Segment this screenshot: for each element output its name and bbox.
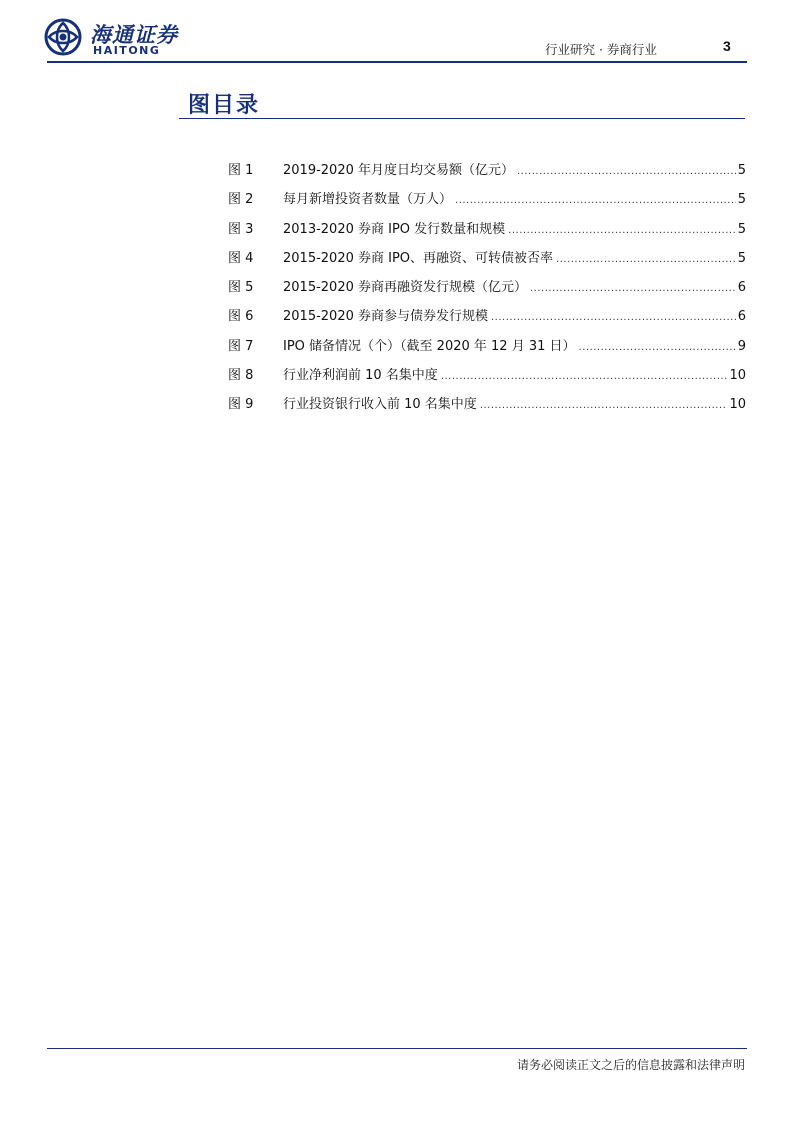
- toc-entry-page: 6: [737, 309, 746, 325]
- toc-entry-number: 图 4: [228, 250, 254, 266]
- toc-entry[interactable]: [228, 250, 746, 279]
- title-divider: [179, 118, 745, 119]
- toc-entry-page: 5: [737, 163, 746, 178]
- haitong-logo: [44, 18, 184, 58]
- toc-entry-title: 2015-2020 券商再融资发行规模（亿元）: [283, 280, 527, 296]
- toc-entry-title: 2013-2020 券商 IPO 发行数量和规模: [283, 221, 506, 237]
- toc-entry-page: 10: [729, 397, 746, 413]
- haitong-emblem-icon: [44, 18, 82, 56]
- toc-entry[interactable]: [228, 162, 746, 191]
- toc-entry-title: 2015-2020 券商 IPO、再融资、可转债被否率: [283, 250, 554, 266]
- toc-entry[interactable]: [228, 221, 746, 250]
- toc-entry-page: 5: [737, 250, 746, 266]
- toc-leader-dots: [556, 251, 736, 269]
- toc-leader-dots: [517, 163, 736, 181]
- toc-entry-title: 每月新增投资者数量（万人）: [283, 192, 453, 208]
- toc-entry-number: 图 6: [228, 309, 254, 325]
- toc-leader-dots: [491, 309, 736, 327]
- header-divider: [47, 61, 747, 63]
- toc-leader-dots: [455, 192, 736, 210]
- figure-toc: [228, 162, 746, 426]
- toc-leader-dots: [441, 368, 728, 386]
- toc-entry-title: 2019-2020 年月度日均交易额（亿元）: [283, 163, 514, 178]
- toc-entry-number: 图 7: [228, 338, 254, 354]
- header-page-number: 3: [723, 38, 731, 54]
- toc-entry[interactable]: [228, 396, 746, 425]
- toc-entry-number: 图 3: [228, 221, 254, 237]
- toc-entry-number: 图 9: [228, 397, 254, 413]
- toc-entry[interactable]: [228, 367, 746, 396]
- toc-entry-title: 行业投资银行收入前 10 名集中度: [283, 397, 477, 413]
- logo-text-en: HAITONG: [93, 44, 161, 57]
- section-title: 图目录: [188, 93, 261, 118]
- toc-leader-dots: [530, 280, 736, 298]
- footer-disclaimer: 请务必阅读正文之后的信息披露和法律声明: [516, 1058, 745, 1072]
- footer-divider: [47, 1048, 747, 1049]
- toc-leader-dots: [508, 222, 736, 240]
- toc-entry-page: 5: [737, 192, 746, 208]
- toc-entry[interactable]: [228, 191, 746, 220]
- toc-entry-page: 6: [737, 280, 746, 296]
- toc-leader-dots: [480, 397, 728, 415]
- toc-entry-page: 9: [737, 338, 746, 354]
- toc-entry-title: IPO 储备情况（个）（截至 2020 年 12 月 31 日）: [283, 338, 576, 354]
- logo-text-cn: 海通证券: [90, 22, 178, 47]
- toc-entry[interactable]: [228, 279, 746, 308]
- toc-entry-page: 5: [737, 221, 746, 237]
- toc-entry[interactable]: [228, 338, 746, 367]
- toc-entry-number: 图 1: [228, 163, 254, 178]
- toc-entry-number: 图 5: [228, 280, 254, 296]
- toc-entry-number: 图 8: [228, 368, 254, 384]
- toc-entry[interactable]: [228, 308, 746, 337]
- toc-entry-title: 2015-2020 券商参与债券发行规模: [283, 309, 488, 325]
- toc-entry-title: 行业净利润前 10 名集中度: [283, 368, 438, 384]
- header-subtitle: 行业研究 · 券商行业: [545, 42, 657, 57]
- toc-leader-dots: [579, 339, 736, 357]
- toc-entry-page: 10: [729, 368, 746, 384]
- toc-entry-number: 图 2: [228, 192, 254, 208]
